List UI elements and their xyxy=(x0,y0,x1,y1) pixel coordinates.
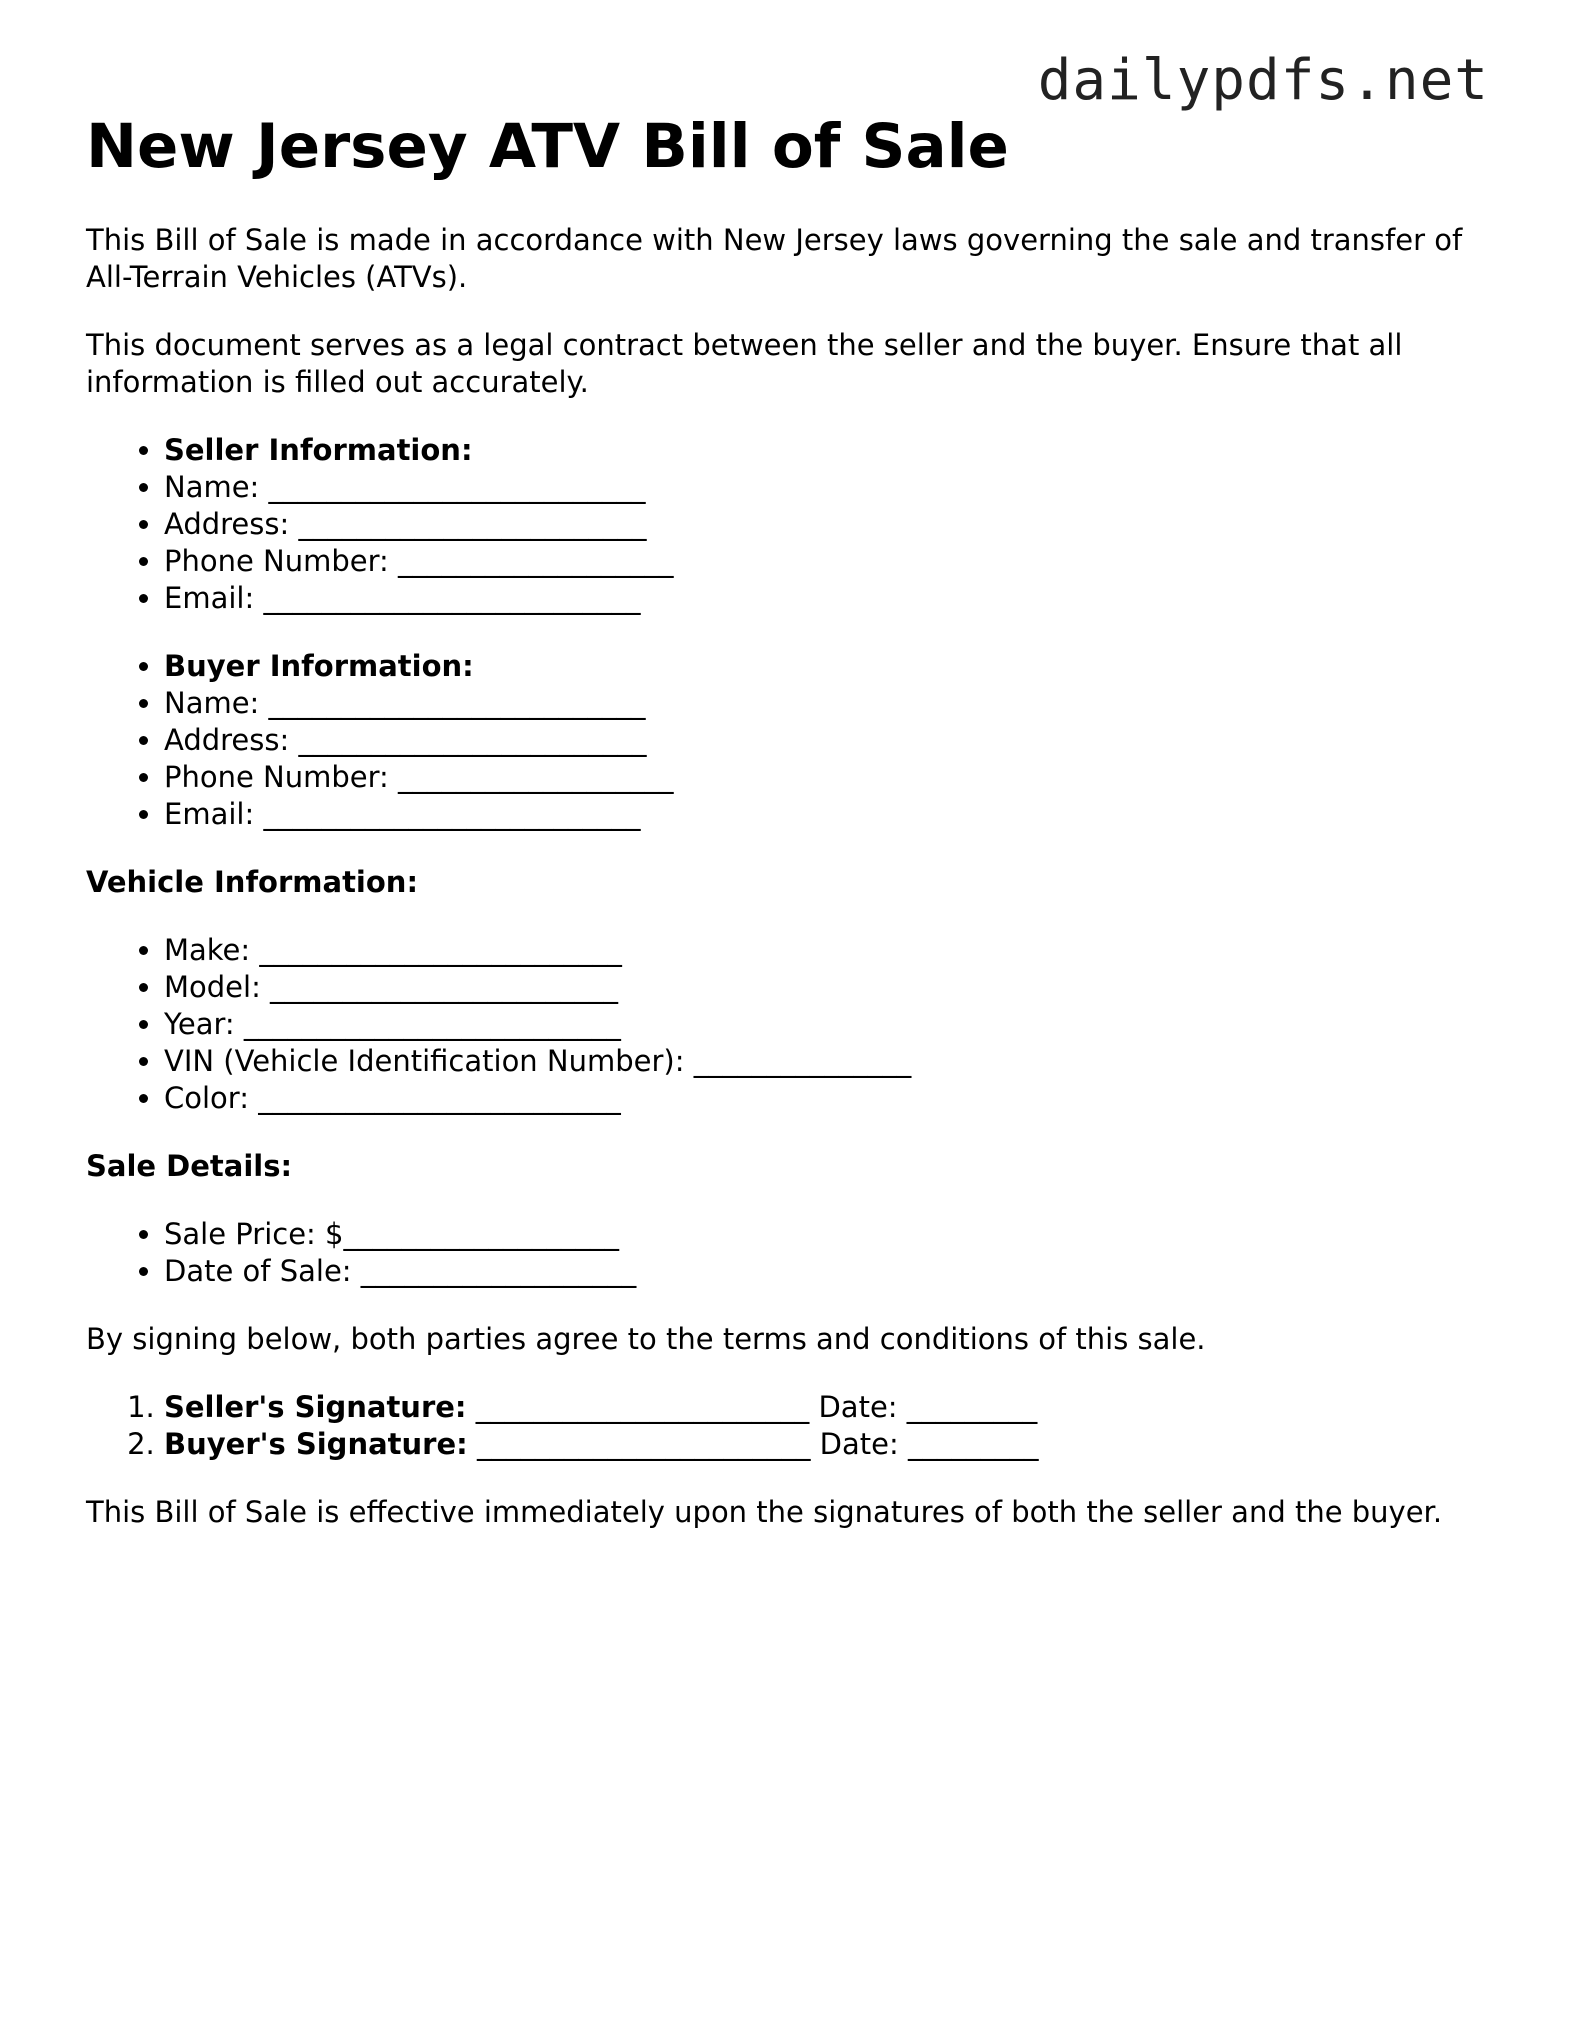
agreement-text: By signing below, both parties agree to the terms and conditions of this sale. xyxy=(86,1322,1206,1356)
watermark: dailypdfs.net xyxy=(1037,48,1489,113)
intro-paragraph-1: This Bill of Sale is made in accordance with New Jersey laws governing the sale and transfer of All-Terrain Vehicles (ATVs). xyxy=(86,223,1463,294)
sale-details-heading: Sale Details: xyxy=(86,1149,293,1183)
list-item xyxy=(164,432,1506,469)
vehicle-model-field[interactable]: • Model: ________________________ xyxy=(164,969,1506,1006)
buyer-email-field[interactable]: • Email: __________________________ xyxy=(164,796,1506,833)
sale-details-list xyxy=(86,1216,1506,1290)
seller-signature-line[interactable]: _______________________ Date: _________ xyxy=(475,1390,1038,1424)
seller-information-list xyxy=(86,432,1506,617)
seller-signature-label: Seller's Signature: xyxy=(164,1390,467,1424)
page-title: New Jersey ATV Bill of Sale xyxy=(86,111,1009,182)
buyer-phone-field[interactable]: • Phone Number: ___________________ xyxy=(164,759,1506,796)
document-body xyxy=(86,108,1506,1562)
seller-email-field[interactable]: • Email: __________________________ xyxy=(164,580,1506,617)
buyer-address-field[interactable]: • Address: ________________________ xyxy=(164,722,1506,759)
signature-list xyxy=(86,1389,1506,1463)
list-item xyxy=(164,648,1506,685)
buyer-signature-row[interactable] xyxy=(164,1426,1506,1463)
sale-date-field[interactable]: • Date of Sale: ___________________ xyxy=(164,1253,1506,1290)
vehicle-make-field[interactable]: • Make: _________________________ xyxy=(164,932,1506,969)
vehicle-heading: Vehicle Information: xyxy=(86,865,419,899)
buyer-heading: Buyer Information: xyxy=(164,649,474,683)
buyer-name-field[interactable]: • Name: __________________________ xyxy=(164,685,1506,722)
intro-paragraph-2: This document serves as a legal contract between the seller and the buyer. Ensure that all information is filled out accurately. xyxy=(86,328,1403,399)
vehicle-vin-field[interactable]: • VIN (Vehicle Identification Number): _______________ xyxy=(164,1043,1506,1080)
seller-address-field[interactable]: • Address: ________________________ xyxy=(164,506,1506,543)
vehicle-information-list xyxy=(86,932,1506,1117)
seller-signature-row[interactable] xyxy=(164,1389,1506,1426)
vehicle-year-field[interactable]: • Year: __________________________ xyxy=(164,1006,1506,1043)
seller-name-field[interactable]: • Name: __________________________ xyxy=(164,469,1506,506)
buyer-information-list xyxy=(86,648,1506,833)
seller-phone-field[interactable]: • Phone Number: ___________________ xyxy=(164,543,1506,580)
closing-text: This Bill of Sale is effective immediately upon the signatures of both the seller and the buyer. xyxy=(86,1495,1443,1529)
sale-price-field[interactable]: • Sale Price: $___________________ xyxy=(164,1216,1506,1253)
buyer-signature-label: Buyer's Signature: xyxy=(164,1427,468,1461)
vehicle-color-field[interactable]: • Color: _________________________ xyxy=(164,1080,1506,1117)
seller-heading: Seller Information: xyxy=(164,433,473,467)
buyer-signature-line[interactable]: _______________________ Date: _________ xyxy=(476,1427,1039,1461)
